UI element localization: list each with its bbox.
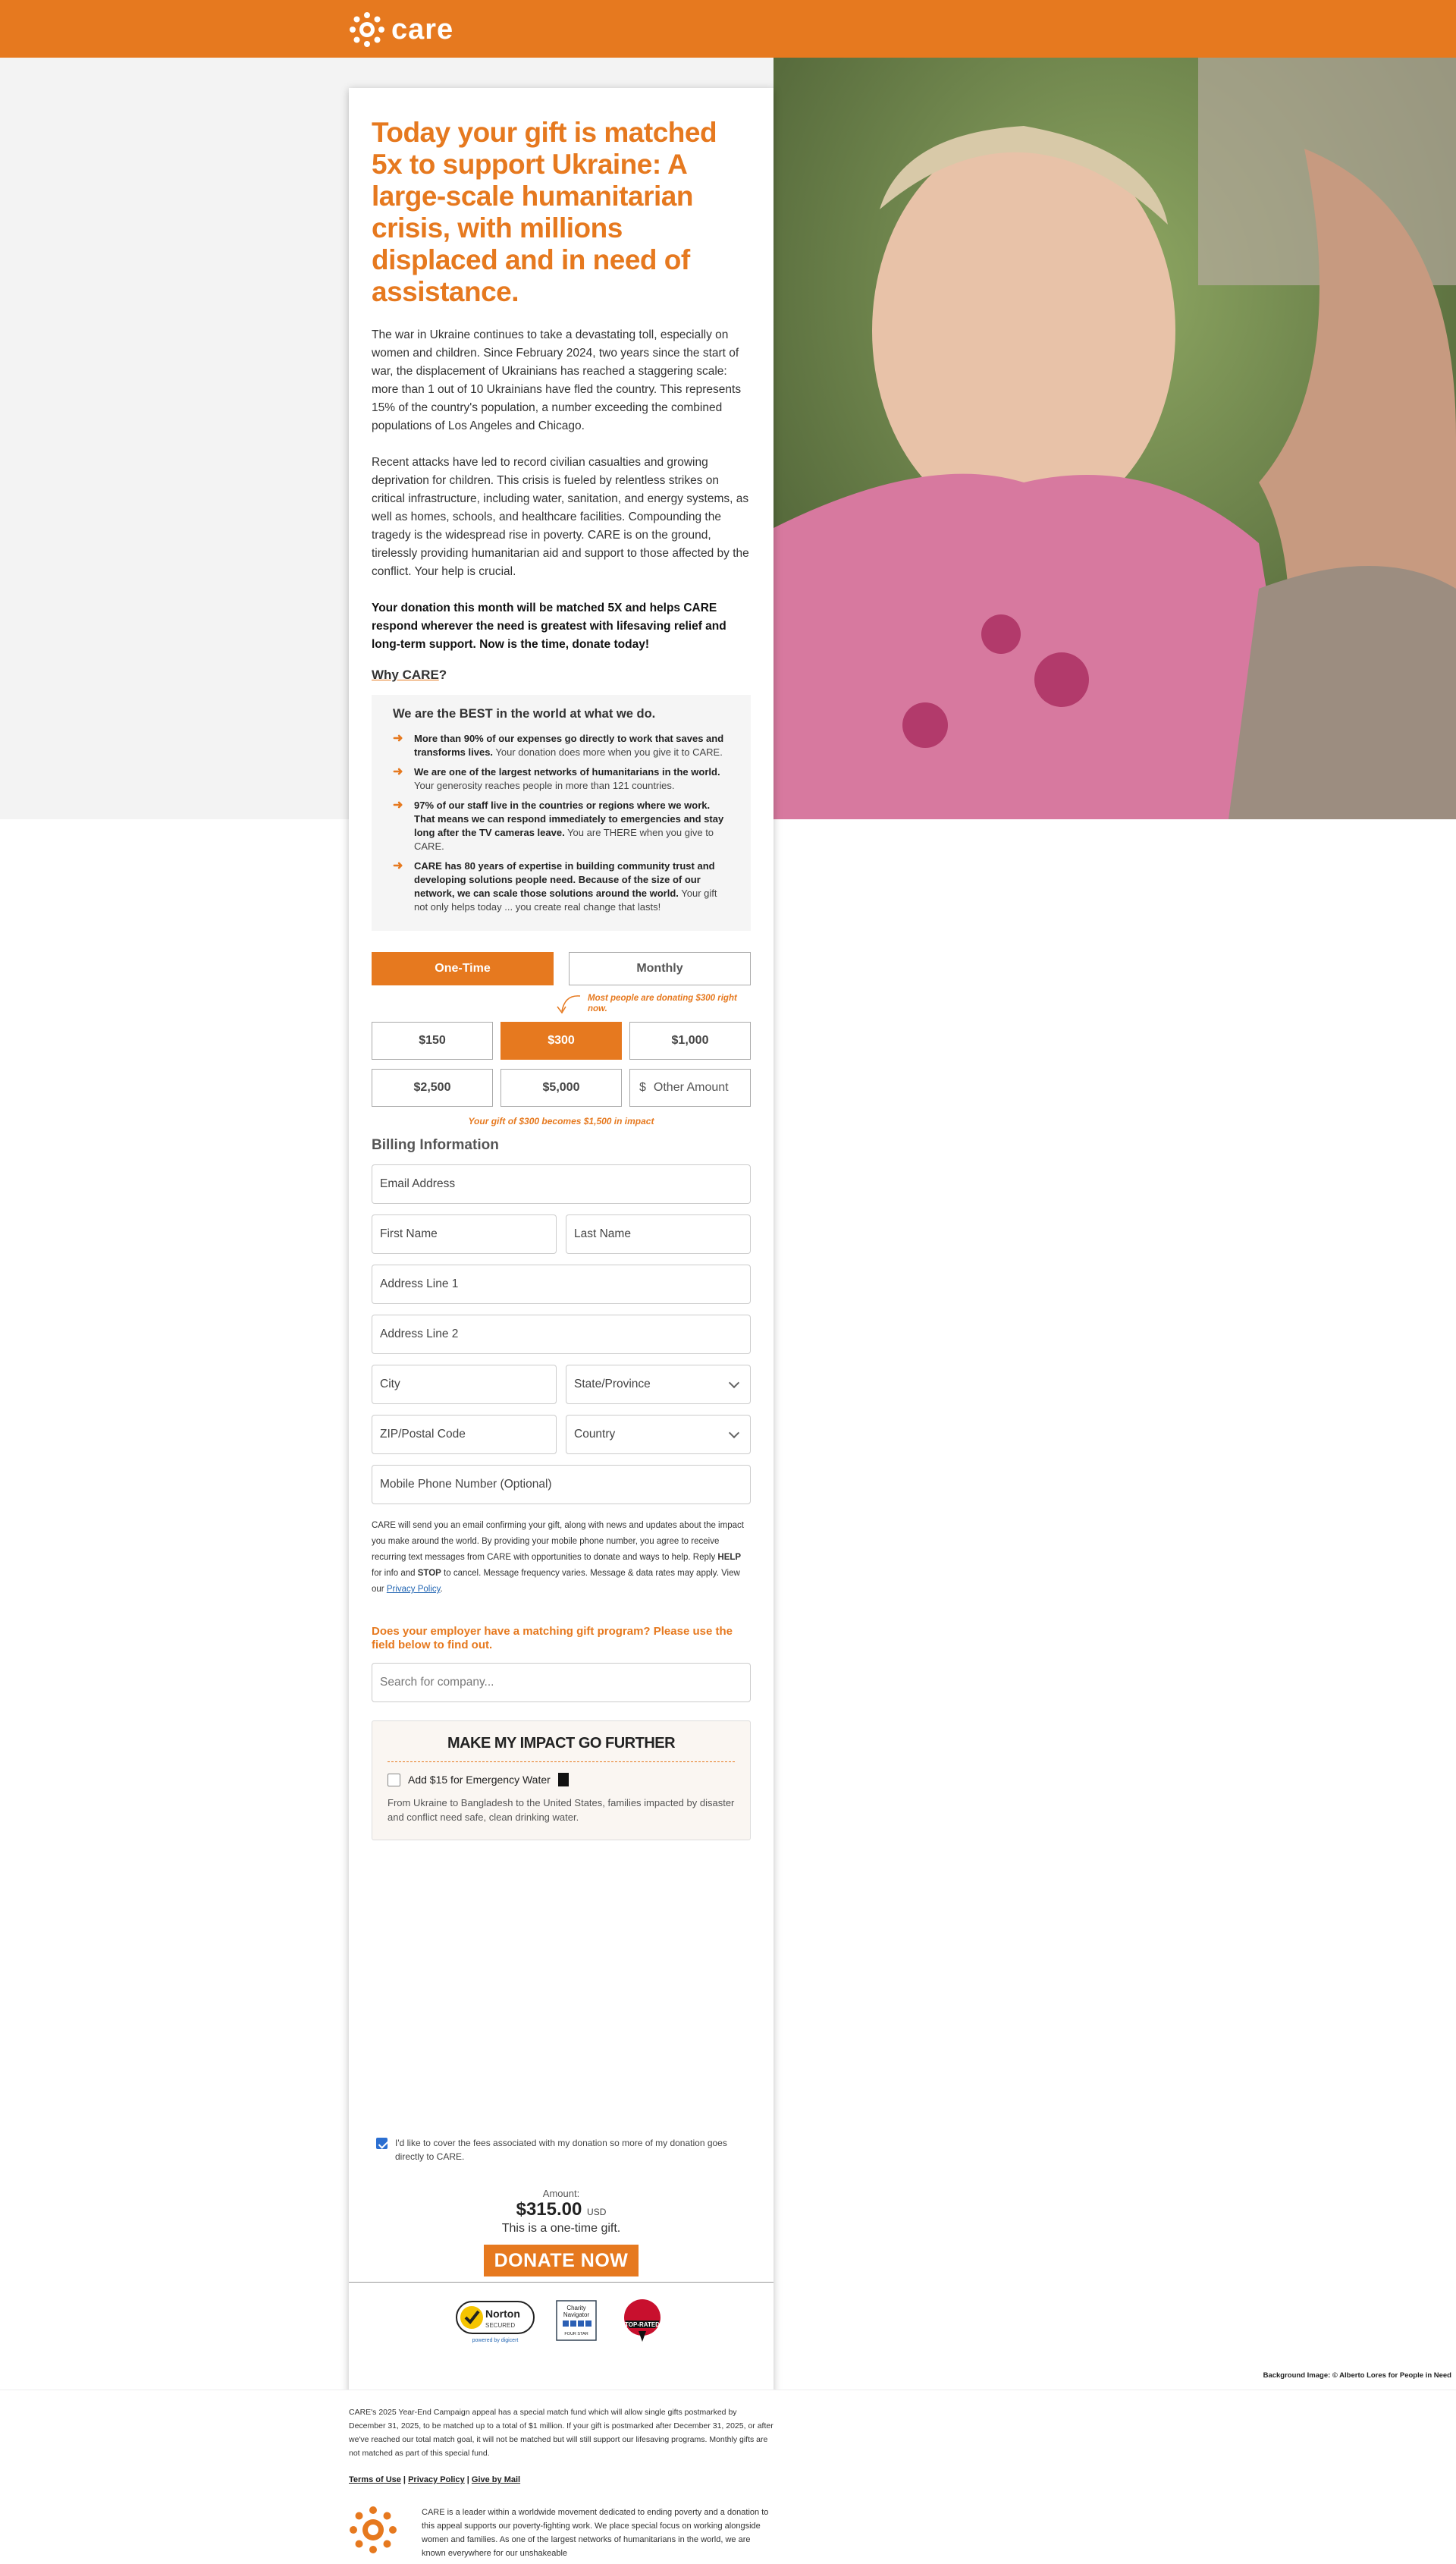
address-line-1-placeholder: Address Line 1 [380,1277,459,1290]
email-placeholder: Email Address [380,1177,456,1190]
norton-seal-text: Norton [485,2307,520,2320]
best-item-bold: 97% of our staff live in the countries or regions where we work. That means we can respond immediately to emergencies and stay long after the TV cameras leave. [414,800,724,838]
footer [0,2390,1456,2564]
best-item [393,799,730,853]
why-care-question-mark: ? [438,668,447,682]
amount-button-1000[interactable]: $1,000 [629,1022,751,1060]
dollar-sign: $ [639,1081,646,1094]
legal-text [372,1518,751,1598]
norton-secured-text: SECURED [485,2321,516,2329]
address-line-2-field[interactable] [372,1315,751,1354]
hero-photo [774,58,1456,819]
first-name-placeholder: First Name [380,1227,438,1240]
email-field[interactable] [372,1164,751,1204]
last-name-field[interactable] [566,1214,751,1254]
amount-value-number: $315.00 [516,2199,582,2220]
photo-credit: Background Image: © Alberto Lores for People in Need [1263,2371,1451,2380]
legal-text-b: for info and [372,1569,418,1578]
company-search-placeholder: Search for company... [380,1676,494,1689]
impact-note: Your gift of $300 becomes $1,500 in impact [468,1116,654,1126]
monthly-button[interactable]: Monthly [569,952,751,985]
emergency-water-label: Add $15 for Emergency Water [408,1774,551,1786]
emergency-water-description: From Ukraine to Bangladesh to the United States, families impacted by disaster and conflict need safe, clean drinking water. [388,1797,735,1823]
emergency-water-option[interactable] [388,1773,735,1786]
best-item [393,732,730,759]
best-item-bold: We are one of the largest networks of humanitarians in the world. [414,766,720,778]
state-placeholder: State/Province [574,1378,651,1390]
best-item [393,859,730,914]
top-bar [0,0,1456,58]
country-placeholder: Country [574,1428,616,1441]
care-sun-icon [349,2506,397,2564]
company-search-input[interactable] [372,1663,751,1702]
norton-secured-seal [455,2297,535,2344]
navigator-seal-text: Navigator [563,2311,590,2318]
amount-grid [372,1022,751,1107]
care-logo[interactable] [349,11,453,49]
best-title: We are the BEST in the world at what we do. [393,707,656,721]
city-placeholder: City [380,1378,400,1390]
popular-note-text: Most people are donating $300 right now. [588,994,737,1013]
legal-text-d: . [440,1585,443,1594]
legal-stop: STOP [417,1569,441,1578]
arrow-right-icon: ➜ [393,765,403,778]
billing-title: Billing Information [372,1137,499,1153]
why-care [372,668,751,683]
frequency-toggle [372,952,751,985]
privacy-policy-link[interactable]: Privacy Policy [386,1585,441,1594]
footer-links [349,2475,520,2484]
give-by-mail-link[interactable]: Give by Mail [471,2475,521,2484]
employer-match-title: Does your employer have a matching gift program? Please use the field below to find out. [372,1625,733,1651]
footer-separator: | [400,2475,409,2484]
water-drop-icon [558,1773,569,1786]
headline: Today your gift is matched 5x to support Ukraine: A large-scale humanitarian crisis, with millions displaced and in need of assistance. [372,117,717,307]
amount-button-2500[interactable]: $2,500 [372,1069,493,1107]
amount-button-150[interactable]: $150 [372,1022,493,1060]
trust-seals [349,2282,774,2358]
intro-paragraph-3: Your donation this month will be matched 5X and helps CARE respond wherever the need is greatest with lifesaving relief and long-term support. Now is the time, donate today! [372,602,726,651]
top-rated-seal [617,2298,667,2343]
amount-button-5000[interactable]: $5,000 [500,1069,622,1107]
amount-summary [372,2188,751,2276]
best-item-rest: You are THERE when you give to CARE. [414,827,714,852]
best-item [393,765,730,793]
impact-further-box [372,1720,751,1840]
zip-placeholder: ZIP/Postal Code [380,1428,466,1441]
amount-label: Amount: [542,2188,580,2199]
charity-navigator-seal [555,2299,598,2342]
one-time-button[interactable]: One-Time [372,952,554,985]
logo-text: care [391,13,454,46]
other-amount-input[interactable] [629,1069,751,1107]
best-item-rest: Your donation does more when you give it to CARE. [493,746,723,758]
country-select[interactable] [566,1415,751,1454]
state-select[interactable] [566,1365,751,1404]
arrow-right-icon: ➜ [393,799,403,812]
cover-fees-checkbox[interactable] [376,2138,388,2149]
intro-paragraph-1: The war in Ukraine continues to take a devastating toll, especially on women and children. Since February 2024, two years since the start of war, the displacement of Ukrainians has reached a staggering scale: more than 1 out of 10 Ukrainians have fled the country. This represents 15% of the country's population, a number exceeding the combined populations of Los Angeles and Chicago. [372,328,742,432]
legal-help: HELP [717,1553,742,1562]
donate-now-button[interactable]: DONATE NOW [484,2245,639,2276]
four-star-seal-text: FOUR STAR [564,2331,588,2336]
amount-button-300[interactable]: $300 [500,1022,622,1060]
arrow-right-icon: ➜ [393,859,403,872]
terms-link[interactable]: Terms of Use [349,2475,401,2484]
emergency-water-checkbox[interactable] [388,1774,400,1786]
why-care-link[interactable]: Why CARE [372,668,439,682]
legal-text-c: to cancel. Message frequency varies. Message & data rates may apply. View our [372,1569,740,1594]
last-name-placeholder: Last Name [574,1227,631,1240]
chevron-down-icon [729,1428,739,1438]
amount-value [372,2199,751,2220]
cover-fees-label: I'd like to cover the fees associated with my donation so more of my donation goes directly to CARE. [395,2138,727,2162]
care-sun-icon [349,11,385,48]
amount-currency: USD [587,2207,607,2217]
best-item-bold: CARE has 80 years of expertise in building community trust and developing solutions people need. Because of the size of our network, we can scale those solutions around the world. [414,860,715,899]
arrow-right-icon: ➜ [393,732,403,745]
chevron-down-icon [729,1378,739,1388]
best-item-rest: Your generosity reaches people in more than 121 countries. [414,780,675,791]
phone-placeholder: Mobile Phone Number (Optional) [380,1478,552,1491]
phone-field[interactable] [372,1465,751,1504]
other-amount-placeholder: Other Amount [653,1081,729,1094]
best-item-rest: Your gift not only helps today ... you create real change that lasts! [414,888,717,913]
address-line-2-placeholder: Address Line 2 [380,1328,459,1340]
gift-type-note: This is a one-time gift. [501,2222,621,2235]
cover-fees-option[interactable] [372,2136,751,2163]
zip-field[interactable] [372,1415,557,1454]
popular-note [588,993,751,1014]
norton-digicert-text: powered by digicert [472,2337,519,2343]
footer-separator: | [464,2475,472,2484]
about-care: CARE is a leader within a worldwide movement dedicated to ending poverty and a donation to this appeal supports our poverty-fighting work. We place special focus on working alongside women and families. As one of the largest networks of humanitarians in the world, we are known everywhere for our unshakeable [422,2508,769,2558]
address-line-1-field[interactable] [372,1265,751,1304]
best-item-bold: More than 90% of our expenses go directly to work that saves and transforms lives. [414,733,724,758]
legal-text-a: CARE will send you an email confirming your gift, along with news and updates about the impact you make around the world. By providing your mobile phone number, you agree to receive recurring text messages from CARE with opportunities to donate and ways to help. Reply [372,1521,744,1562]
charity-seal-text: Charity [566,2304,586,2311]
first-name-field[interactable] [372,1214,557,1254]
donation-card [349,88,774,2564]
intro-paragraph-2: Recent attacks have led to record civilian casualties and growing deprivation for children. This crisis is fueled by relentless strikes on critical infrastructure, including water, sanitation, and energy systems, as well as homes, schools, and healthcare facilities. Compounding the tragedy is the widespread rise in poverty. CARE is on the ground, tirelessly providing humanitarian aid and support to those affected by the conflict. Your help is crucial. [372,456,749,578]
footer-privacy-link[interactable]: Privacy Policy [408,2475,465,2484]
best-panel [372,695,751,931]
curved-arrow-icon [554,993,582,1016]
city-field[interactable] [372,1365,557,1404]
impact-further-title: MAKE MY IMPACT GO FURTHER [388,1735,735,1762]
top-rated-text: TOP-RATED [625,2320,660,2328]
campaign-disclaimer: CARE's 2025 Year-End Campaign appeal has a special match fund which will allow single gifts postmarked by December 31, 2025, to be matched up to a total of $1 million. If your gift is postmarked after December 31, 2025, or after we've reached our total match goal, it will not be matched but will still support our lifesaving programs. Monthly gifts are not matched as part of this special fund. [349,2408,774,2458]
